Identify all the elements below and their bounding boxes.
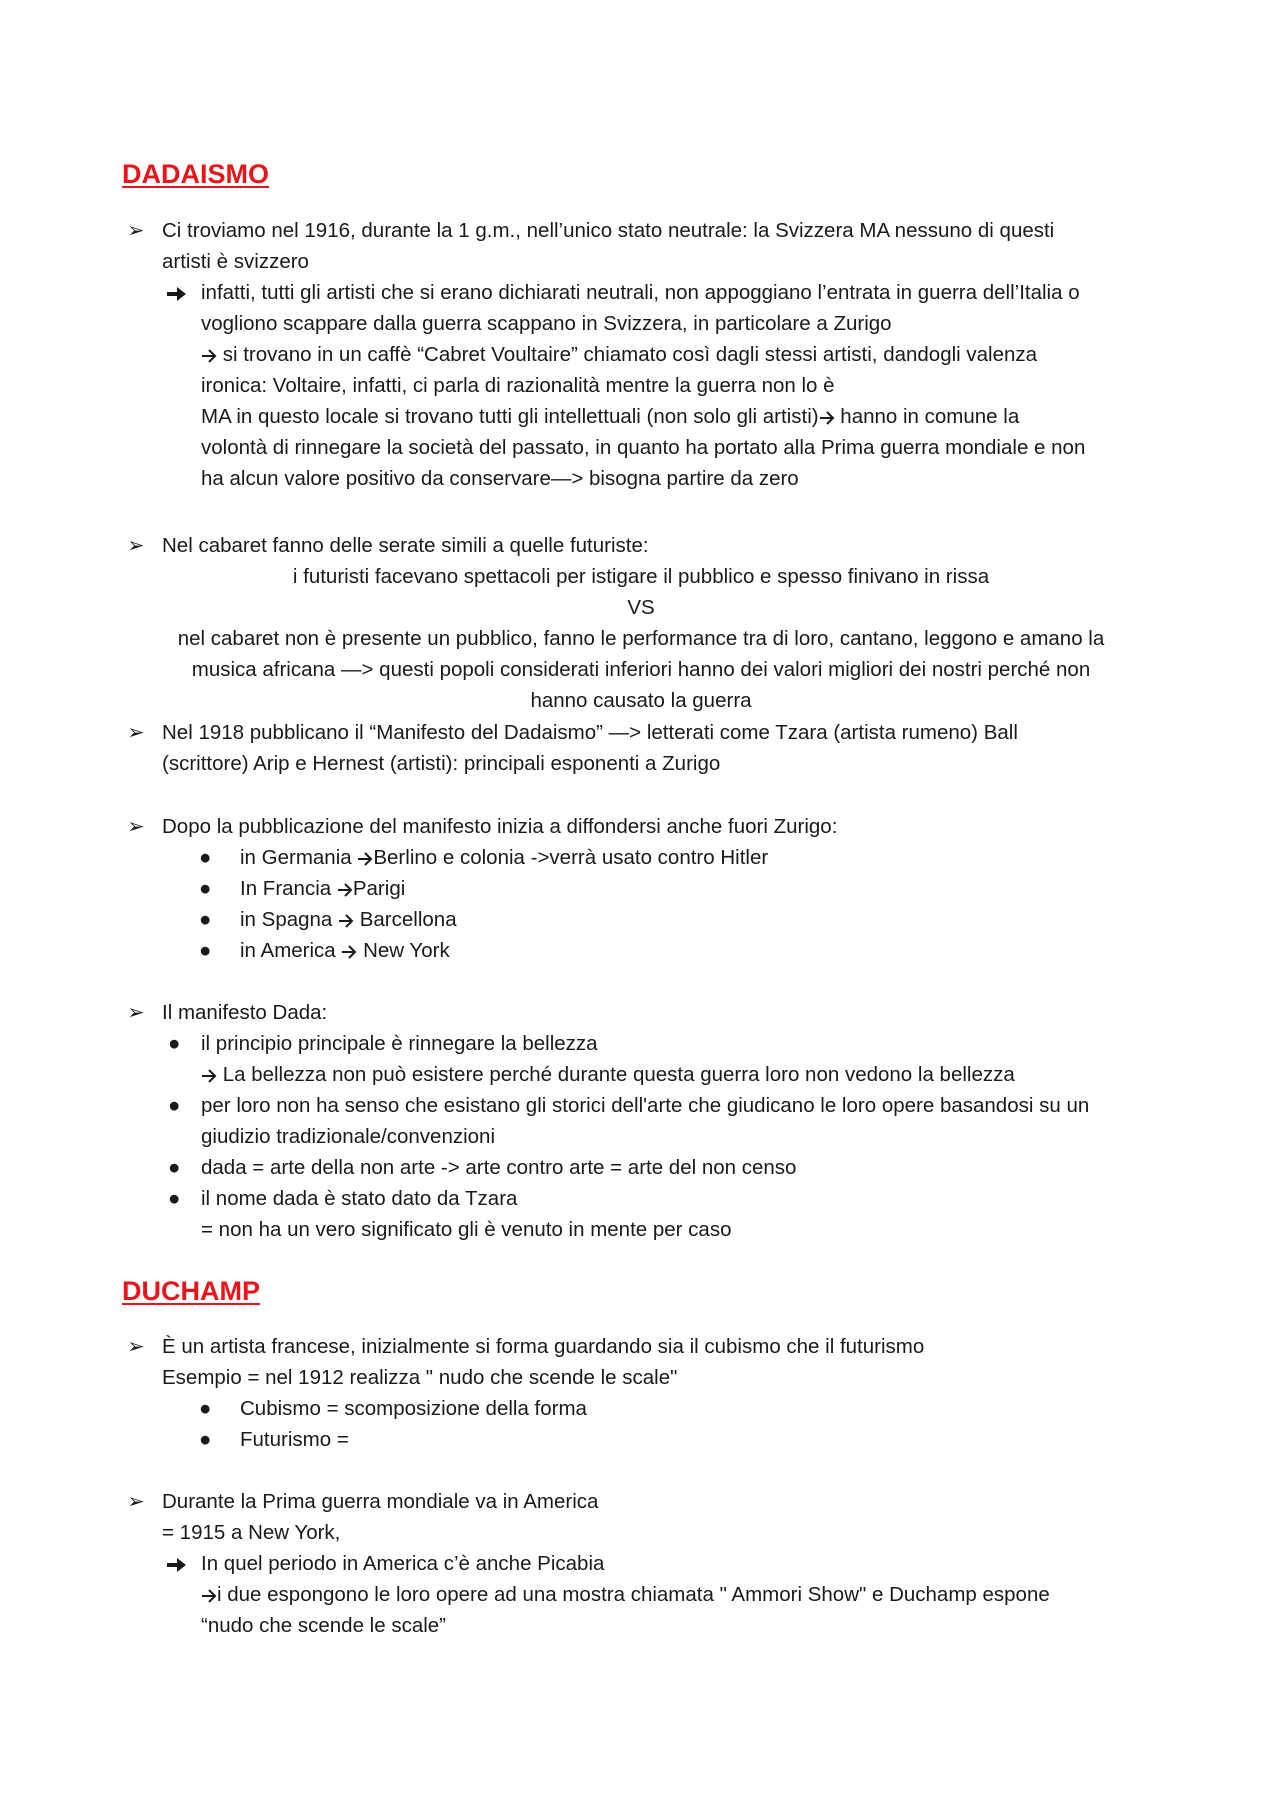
list-arrow-icon: ➢ (127, 1335, 145, 1358)
text-line: La bellezza non può esistere perché durante questa guerra loro non vedono la bellezza (217, 1063, 1015, 1086)
arrow-right-icon (201, 343, 223, 366)
list-item (168, 1152, 1089, 1183)
list-arrow-icon: ➢ (127, 1490, 145, 1513)
text-line: Berlino e colonia ->verrà usato contro Hitler (373, 846, 769, 869)
dada-point-3 (127, 717, 1018, 779)
text-line: nel cabaret non è presente un pubblico, fanno le performance tra di loro, cantano, leggono e amano la (177, 627, 1105, 650)
text-line: Nel cabaret fanno delle serate simili a quelle futuriste: (162, 534, 649, 557)
text-line: È un artista francese, inizialmente si forma guardando sia il cubismo che il futurismo (162, 1335, 925, 1358)
text-line: Ci troviamo nel 1916, durante la 1 g.m., nell’unico stato neutrale: la Svizzera MA nessuno di questi (162, 219, 1055, 242)
bullet-dot-icon: ● (199, 846, 212, 869)
list-item (199, 1393, 587, 1424)
dada-diffusion-list (199, 842, 769, 966)
bullet-dot-icon: ● (168, 1156, 181, 1179)
list-item (168, 1028, 1089, 1059)
text-line: Cubismo = scomposizione della forma (240, 1397, 587, 1420)
dada-point-1 (127, 215, 1055, 277)
text-line: artisti è svizzero (162, 250, 309, 273)
bullet-dot-icon: ● (168, 1032, 181, 1055)
list-arrow-icon: ➢ (127, 815, 145, 838)
text-line: Il manifesto Dada: (162, 1001, 328, 1024)
text-line: si trovano in un caffè “Cabret Voultaire” chiamato così dagli stessi artisti, dandogli valenza (222, 343, 1038, 366)
text-line: musica africana —> questi popoli considerati inferiori hanno dei valori migliori dei nostri perché non (191, 658, 1091, 681)
text-line: ha alcun valore positivo da conservare—> bisogna partire da zero (201, 467, 799, 490)
text-line: i futuristi facevano spettacoli per istigare il pubblico e spesso finivano in rissa (292, 565, 990, 588)
duchamp-point-1 (127, 1331, 925, 1393)
list-arrow-icon: ➢ (127, 534, 145, 557)
text-line: New York (357, 939, 450, 962)
text-line: ironica: Voltaire, infatti, ci parla di razionalità mentre la guerra non lo è (201, 374, 835, 397)
arrow-right-icon (337, 877, 353, 900)
list-item (168, 1090, 1090, 1121)
dada-comparison (122, 561, 1160, 716)
section-title-duchamp: DUCHAMP (122, 1276, 260, 1306)
bold-arrow-icon (166, 277, 188, 308)
text-line: In Francia (240, 877, 337, 900)
text-line: vogliono scappare dalla guerra scappano in Svizzera, in particolare a Zurigo (201, 312, 892, 335)
text-line: Dopo la pubblicazione del manifesto inizia a diffondersi anche fuori Zurigo: (162, 815, 838, 838)
text-line: Esempio = nel 1912 realizza " nudo che scende le scale" (162, 1366, 678, 1389)
text-line: MA in questo locale si trovano tutti gli intellettuali (non solo gli artisti) (201, 405, 819, 428)
text-line: il nome dada è stato dato da Tzara (201, 1187, 518, 1210)
text-line: Durante la Prima guerra mondiale va in America (162, 1490, 599, 1513)
arrow-right-icon (341, 939, 357, 962)
text-line: (scrittore) Arip e Hernest (artisti): principali esponenti a Zurigo (162, 752, 721, 775)
text-line: “nudo che scende le scale” (201, 1614, 447, 1637)
list-arrow-icon: ➢ (127, 1001, 145, 1024)
dada-point-2 (127, 530, 649, 561)
bullet-dot-icon: ● (168, 1187, 181, 1210)
arrow-right-icon (357, 846, 373, 869)
bullet-dot-icon: ● (199, 1397, 212, 1420)
text-line: hanno causato la guerra (530, 689, 752, 712)
list-item (199, 1424, 587, 1455)
list-item (168, 1183, 1089, 1214)
bullet-dot-icon: ● (199, 1428, 212, 1451)
duchamp-point-2 (127, 1486, 599, 1548)
dada-manifesto-list (168, 1028, 1090, 1245)
duchamp-subpoint (201, 1548, 1050, 1641)
bullet-dot-icon: ● (199, 939, 212, 962)
text-line: in Spagna (240, 908, 339, 931)
list-arrow-icon: ➢ (127, 219, 145, 242)
text-line: Futurismo = (240, 1428, 349, 1451)
dada-subpoint-1 (201, 277, 1085, 494)
text-line: In quel periodo in America c’è anche Picabia (201, 1552, 605, 1575)
text-line: Parigi (352, 877, 406, 900)
text-line: Barcellona (354, 908, 457, 931)
text-line: infatti, tutti gli artisti che si erano dichiarati neutrali, non appoggiano l’entrata in guerra dell’Italia o (201, 281, 1080, 304)
text-line: il principio principale è rinnegare la bellezza (201, 1032, 598, 1055)
arrow-right-icon (819, 405, 835, 428)
list-item (199, 904, 768, 935)
list-arrow-icon: ➢ (127, 721, 145, 744)
bullet-dot-icon: ● (168, 1094, 181, 1117)
list-item (199, 873, 768, 904)
duchamp-style-list (199, 1393, 587, 1455)
arrow-right-icon (201, 1063, 217, 1086)
bold-arrow-icon (166, 1548, 188, 1579)
text-line: in Germania (240, 846, 358, 869)
text-line: in America (240, 939, 342, 962)
text-line: dada = arte della non arte -> arte contro arte = arte del non censo (201, 1156, 797, 1179)
arrow-right-icon (338, 908, 354, 931)
text-line: VS (627, 596, 655, 619)
text-line: per loro non ha senso che esistano gli storici dell'arte che giudicano le loro opere basandosi su un (201, 1094, 1090, 1117)
text-line: i due espongono le loro opere ad una mostra chiamata " Ammori Show" e Duchamp espone (217, 1583, 1050, 1606)
bullet-dot-icon: ● (199, 877, 212, 900)
list-item (199, 935, 768, 966)
text-line: hanno in comune la (834, 405, 1020, 428)
text-line: = 1915 a New York, (162, 1521, 341, 1544)
dada-point-5 (127, 997, 328, 1028)
text-line: volontà di rinnegare la società del passato, in quanto ha portato alla Prima guerra mondiale e non (201, 436, 1086, 459)
list-item (199, 842, 769, 873)
dada-point-4 (127, 811, 838, 842)
section-title-dadaismo: DADAISMO (122, 159, 269, 189)
text-line: giudizio tradizionale/convenzioni (201, 1125, 496, 1148)
text-line: Nel 1918 pubblicano il “Manifesto del Dadaismo” —> letterati come Tzara (artista rumeno) Ball (162, 721, 1018, 744)
bullet-dot-icon: ● (199, 908, 212, 931)
arrow-right-icon (201, 1583, 217, 1606)
text-line: = non ha un vero significato gli è venuto in mente per caso (201, 1218, 732, 1241)
